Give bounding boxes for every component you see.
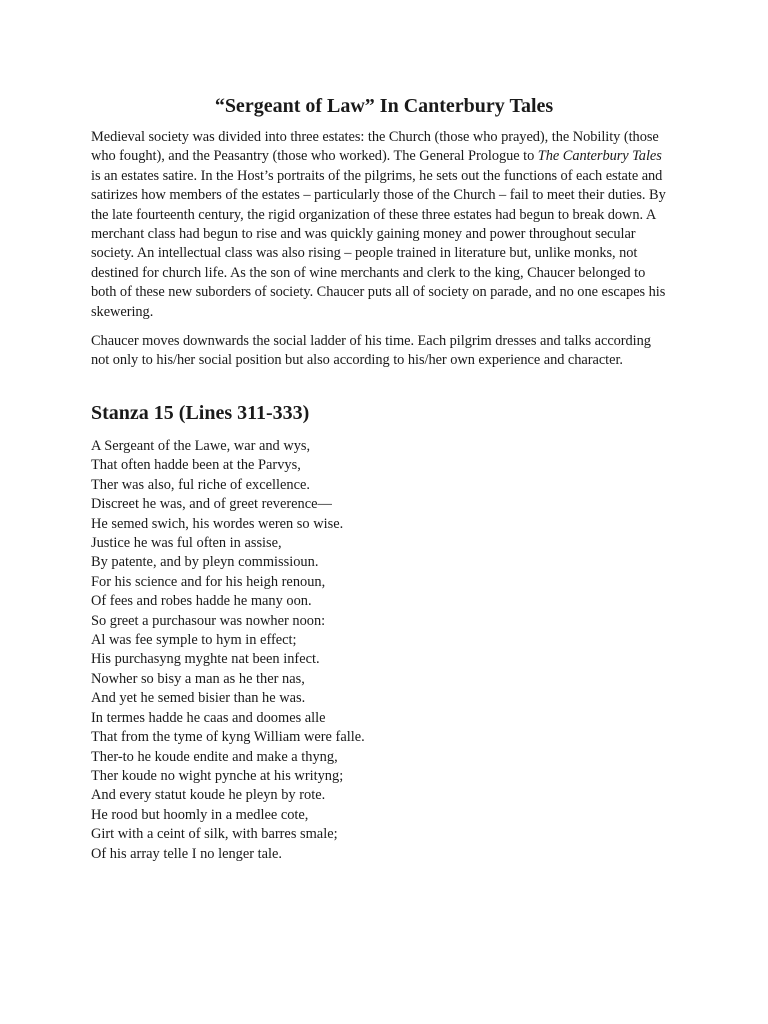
intro-paragraph-text-start: Medieval society was divided into three estates: the Church (those who prayed), the Nobility (those who fought), and the Peasantry (those who worked). The General Prologue to xyxy=(91,129,659,165)
book-title-italic: The Canterbury Tales xyxy=(537,148,662,165)
poem-line: So greet a purchasour was nowher noon: xyxy=(91,612,326,629)
poem-line: Of his array telle I no lenger tale. xyxy=(91,845,282,862)
poem-line: That from the tyme of kyng William were falle. xyxy=(91,729,365,746)
poem-line: Nowher so bisy a man as he ther nas, xyxy=(91,670,305,687)
poem-line: And yet he semed bisier than he was. xyxy=(91,690,306,707)
poem-line: Ther-to he koude endite and make a thyng, xyxy=(91,748,338,765)
document-title: “Sergeant of Law” In Canterbury Tales xyxy=(214,95,554,117)
poem-line: Ther koude no wight pynche at his writyng; xyxy=(91,767,344,784)
second-paragraph: Chaucer moves downwards the social ladder of his time. Each pilgrim dresses and talks according not only to his/her social position but also according to his/her own experience and character. xyxy=(91,333,651,369)
poem-line: He semed swich, his wordes weren so wise. xyxy=(91,515,344,532)
stanza-heading: Stanza 15 (Lines 311-333) xyxy=(91,402,310,424)
poem-line: And every statut koude he pleyn by rote. xyxy=(91,787,326,804)
intro-paragraph-text-end: is an estates satire. In the Host’s portraits of the pilgrims, he sets out the functions of each estate and satirizes how members of the estates – particularly those of the Church – fail to meet their duties. By the late fourteenth century, the rigid organization of these three estates had begun to break down. A merchant class had begun to rise and was quickly gaining money and power throughout secular society. An intellectual class was also rising – people trained in literature but, unlike monks, not destined for church life. As the son of wine merchants and clerk to the king, Chaucer belonged to both of these new suborders of society. Chaucer puts all of society on parade, and no one escapes his skewering. xyxy=(91,167,666,320)
poem-line: A Sergeant of the Lawe, war and wys, xyxy=(91,438,311,454)
poem-line: Justice he was ful often in assise, xyxy=(91,535,282,552)
poem-line: Girt with a ceint of silk, with barres smale; xyxy=(91,826,338,843)
poem-line: That often hadde been at the Parvys, xyxy=(91,457,301,474)
poem-line: Of fees and robes hadde he many oon. xyxy=(91,593,312,610)
poem-line: By patente, and by pleyn commissioun. xyxy=(91,554,319,571)
poem-line: His purchasyng myghte nat been infect. xyxy=(91,651,320,668)
poem-line: He rood but hoomly in a medlee cote, xyxy=(91,806,309,823)
poem-stanza xyxy=(91,437,365,864)
poem-line: For his science and for his heigh renoun, xyxy=(91,573,326,590)
poem-line: Ther was also, ful riche of excellence. xyxy=(91,476,310,493)
poem-line: Discreet he was, and of greet reverence— xyxy=(91,496,332,513)
intro-paragraph xyxy=(91,128,671,322)
poem-line: In termes hadde he caas and doomes alle xyxy=(91,709,326,726)
poem-line: Al was fee symple to hym in effect; xyxy=(91,632,297,649)
